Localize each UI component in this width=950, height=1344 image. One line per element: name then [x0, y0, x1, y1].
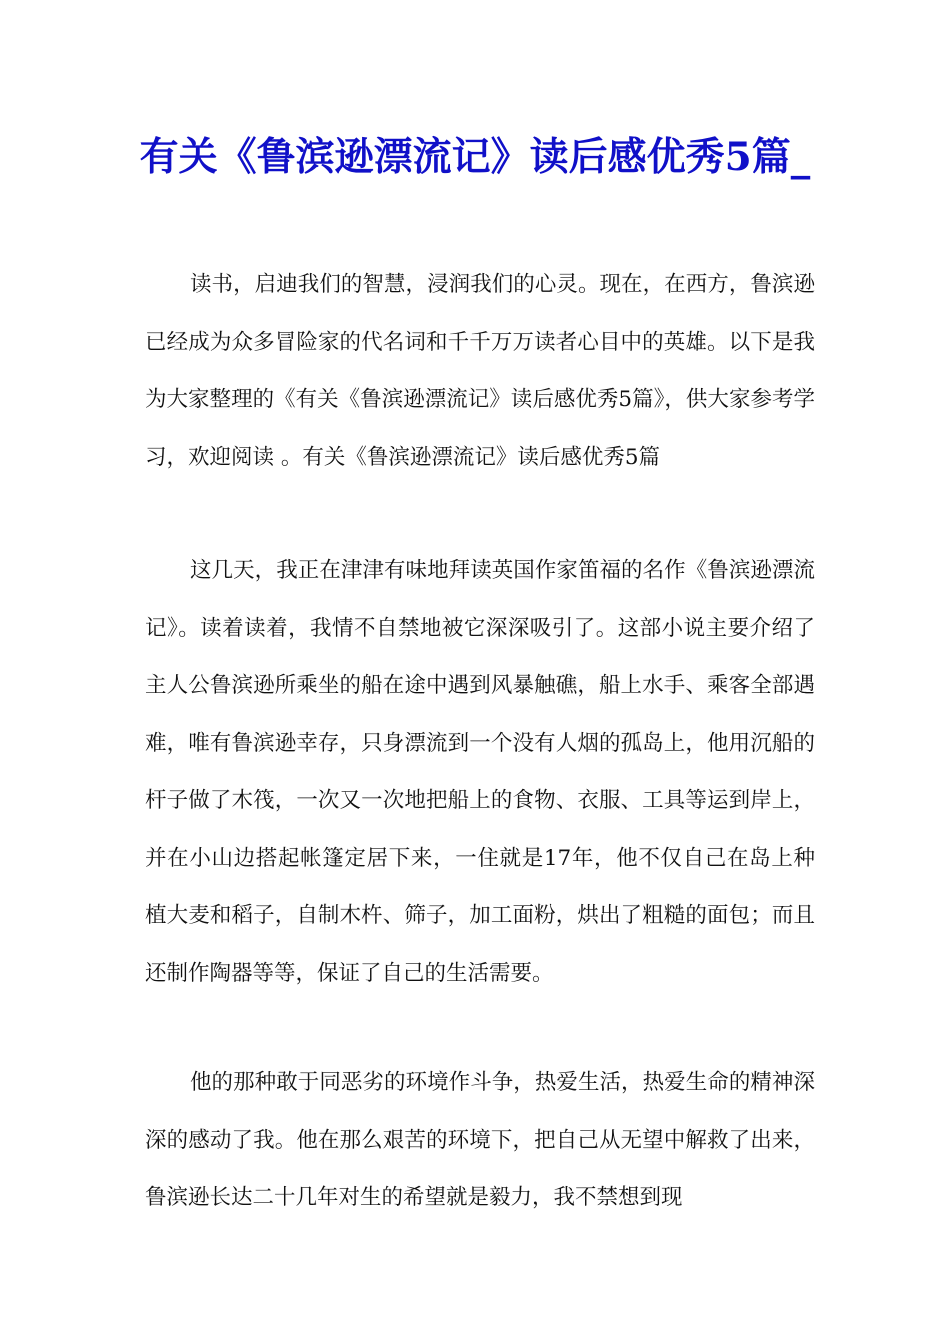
paragraph-summary: 这几天，我正在津津有味地拜读英国作家笛福的名作《鲁滨逊漂流记》。读着读着，我情不自禁地被它深深吸引了。这部小说主要介绍了主人公鲁滨逊所乘坐的船在途中遇到风暴触礁，船上水手、乘客全部遇难，唯有鲁滨逊幸存，只身漂流到一个没有人烟的孤岛上，他用沉船的杆子做了木筏，一次又一次地把船上的食物、衣服、工具等运到岸上，并在小山边搭起帐篷定居下来，一住就是17年，他不仅自己在岛上种植大麦和稻子，自制木杵、筛子，加工面粉，烘出了粗糙的面包；而且还制作陶器等等，保证了自己的生活需要。 — [145, 558, 815, 986]
paragraph-intro: 读书，启迪我们的智慧，浸润我们的心灵。现在，在西方，鲁滨逊已经成为众多冒险家的代名词和千千万万读者心目中的英雄。以下是我为大家整理的《有关《鲁滨逊漂流记》读后感优秀5篇》，供大家参考学习，欢迎阅读 。有关《鲁滨逊漂流记》读后感优秀5篇 — [145, 272, 815, 470]
paragraph-reflection: 他的那种敢于同恶劣的环境作斗争，热爱生活，热爱生命的精神深深的感动了我。他在那么艰苦的环境下，把自己从无望中解救了出来，鲁滨逊长达二十几年对生的希望就是毅力，我不禁想到现 — [145, 1070, 815, 1210]
document-title: 有关《鲁滨逊漂流记》读后感优秀5篇_ — [139, 134, 811, 180]
